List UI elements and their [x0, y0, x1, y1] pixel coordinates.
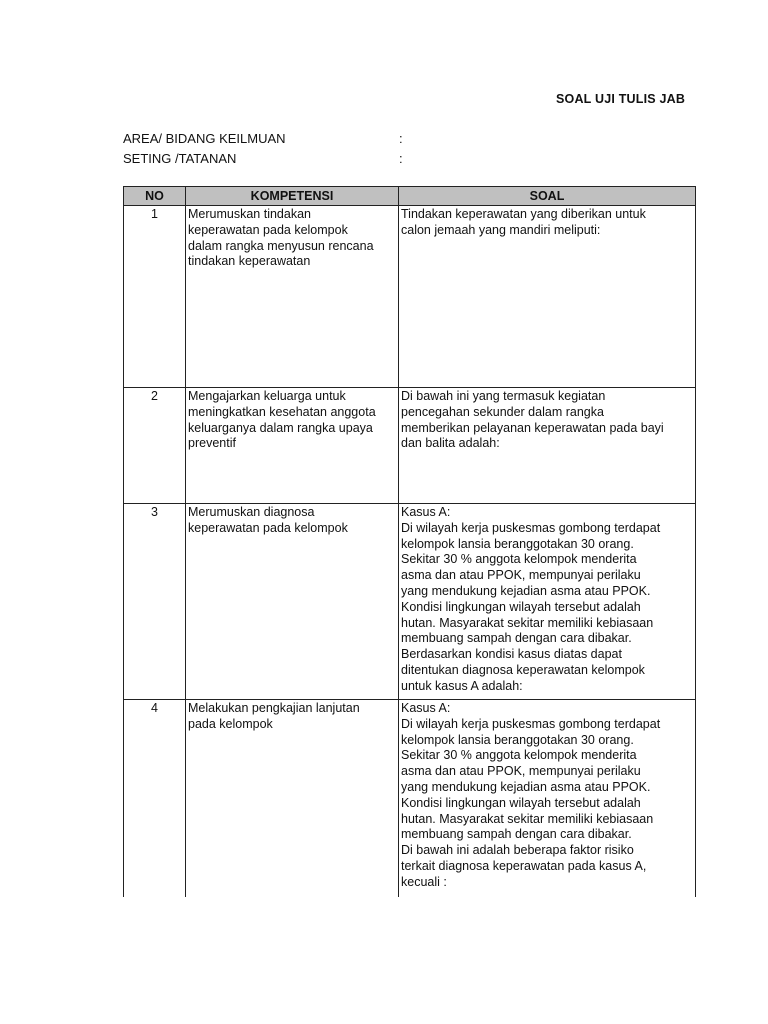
- soal-text: Kasus A: Di wilayah kerja puskesmas gombong terdapat kelompok lansia beranggotakan 30 orang. Sekitar 30 % anggota kelompok menderita asma dan atau PPOK, mempunyai perilaku yang mendukung kejadian asma atau PPOK. Kondisi lingkungan wilayah tersebut adalah hutan. Masyarakat sekitar memiliki kebiasaan membuang sampah dengan cara dibakar. Berdasarkan kondisi kasus diatas dapat ditentukan diagnosa keperawatan kelompok untuk kasus A adalah:: [401, 505, 661, 693]
- row-number: 1: [124, 206, 186, 388]
- soal-cell: [399, 504, 696, 700]
- meta-area-label: AREA/ BIDANG KEILMUAN: [123, 131, 286, 146]
- meta-seting-label: SETING /TATANAN: [123, 151, 237, 166]
- table-row: [124, 206, 696, 388]
- meta-seting-colon: :: [399, 151, 403, 166]
- kompetensi-text: Merumuskan tindakan keperawatan pada kelompok dalam rangka menyusun rencana tindakan keperawatan: [188, 207, 374, 269]
- kompetensi-cell: [186, 504, 399, 700]
- meta-area-colon: :: [399, 131, 403, 146]
- row-number: 2: [124, 388, 186, 504]
- soal-text: Kasus A: Di wilayah kerja puskesmas gombong terdapat kelompok lansia beranggotakan 30 orang. Sekitar 30 % anggota kelompok menderita asma dan atau PPOK, mempunyai perilaku yang mendukung kejadian asma atau PPOK. Kondisi lingkungan wilayah tersebut adalah hutan. Masyarakat sekitar memiliki kebiasaan membuang sampah dengan cara dibakar. Di bawah ini adalah beberapa faktor risiko terkait diagnosa keperawatan pada kasus A, kecuali :: [401, 701, 661, 889]
- soal-cell: [399, 206, 696, 388]
- kompetensi-cell: [186, 206, 399, 388]
- header-no: NO: [124, 187, 186, 206]
- soal-text: Di bawah ini yang termasuk kegiatan pencegahan sekunder dalam rangka memberikan pelayanan keperawatan pada bayi dan balita adalah:: [401, 389, 664, 451]
- table-row: [124, 504, 696, 700]
- kompetensi-text: Melakukan pengkajian lanjutan pada kelompok: [188, 701, 360, 731]
- header-soal: SOAL: [399, 187, 696, 206]
- table-header-row: [124, 187, 696, 206]
- kompetensi-cell: [186, 388, 399, 504]
- kompetensi-text: Merumuskan diagnosa keperawatan pada kelompok: [188, 505, 348, 535]
- kompetensi-text: Mengajarkan keluarga untuk meningkatkan kesehatan anggota keluarganya dalam rangka upaya preventif: [188, 389, 376, 451]
- soal-table: [123, 186, 696, 897]
- kompetensi-cell: [186, 700, 399, 898]
- soal-cell: [399, 388, 696, 504]
- row-number: 3: [124, 504, 186, 700]
- document-title: SOAL UJI TULIS JAB: [556, 92, 686, 106]
- row-number: 4: [124, 700, 186, 898]
- table-row: [124, 388, 696, 504]
- header-kompetensi: KOMPETENSI: [186, 187, 399, 206]
- table-row: [124, 700, 696, 898]
- soal-cell: [399, 700, 696, 898]
- soal-text: Tindakan keperawatan yang diberikan untuk calon jemaah yang mandiri meliputi:: [401, 207, 646, 237]
